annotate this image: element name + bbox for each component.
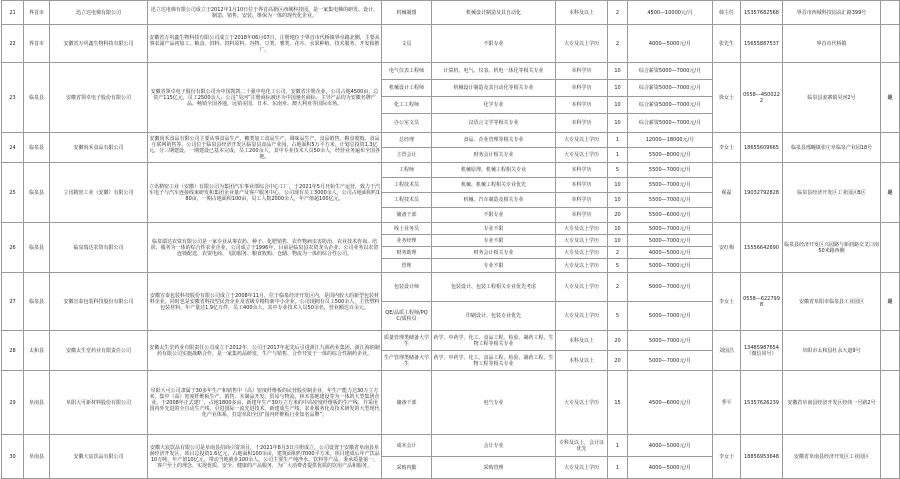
headcount-cell: 10 bbox=[608, 114, 628, 133]
job-title-cell: 工程技术员 bbox=[382, 178, 432, 193]
job-title-cell: 机械制图 bbox=[382, 1, 432, 25]
salary-cell: 5500—7000元/月 bbox=[628, 163, 713, 178]
county-cell: 太和县 bbox=[24, 331, 50, 371]
contact-person-cell: 张先生 bbox=[713, 25, 741, 63]
contact-person-cell: 翟磊 bbox=[713, 163, 741, 223]
salary-cell: 12000—18000元/月 bbox=[628, 133, 713, 148]
remark-cell: 是 bbox=[881, 163, 900, 223]
county-cell: 临泉县 bbox=[24, 273, 50, 331]
row-number-cell: 22 bbox=[2, 25, 24, 63]
phone-cell: 0558—4500222 bbox=[741, 63, 783, 133]
headcount-cell: 10 bbox=[608, 63, 628, 80]
table-row bbox=[2, 163, 900, 178]
remark-cell bbox=[881, 133, 900, 163]
remark-cell bbox=[881, 331, 900, 371]
headcount-cell: 10 bbox=[608, 178, 628, 193]
company-name-cell: 安徽尚禾食品有限公司 bbox=[50, 133, 148, 163]
major-requirement-cell: 机械原理、机械工程相关专业 bbox=[432, 163, 556, 178]
recruitment-table bbox=[1, 0, 900, 479]
salary-cell: 5000—7000元/月 bbox=[628, 235, 713, 247]
phone-cell: 15655887537 bbox=[741, 25, 783, 63]
remark-cell bbox=[881, 25, 900, 63]
company-name-cell: 安徽宣泰包装科技股份有限公司 bbox=[50, 273, 148, 331]
education-cell: 大专及以上学历 bbox=[556, 457, 608, 479]
major-requirement-cell: 机械设计制造及其自动化等相关专业 bbox=[432, 80, 556, 97]
education-cell: 专科及以上，会计证优先 bbox=[556, 435, 608, 457]
major-requirement-cell: 机械设计制造及其自动化 bbox=[432, 1, 556, 25]
job-title-cell: 总经理 bbox=[382, 133, 432, 148]
phone-cell: 18655609665 bbox=[741, 133, 783, 163]
row-number-cell: 27 bbox=[2, 273, 24, 331]
table-row bbox=[2, 371, 900, 435]
table-row bbox=[2, 435, 900, 457]
education-cell: 本科学历 bbox=[556, 208, 608, 223]
company-intro-cell: 迅立达电梯有限公司成立于2012年1月10日位于界首高新区西城科技园，是一家集电梯的研发、设计、制造、销售、安装、维保为一体的现代化企业。 bbox=[148, 1, 382, 25]
headcount-cell: 20 bbox=[608, 208, 628, 223]
salary-cell: 4000—5000元/月 bbox=[628, 435, 713, 457]
row-number-cell: 21 bbox=[2, 1, 24, 25]
major-requirement-cell: 专业不限 bbox=[432, 259, 556, 273]
address-cell: 界首市西城科技园高汇路399号 bbox=[783, 1, 881, 25]
salary-cell: 4000—5000元/月 bbox=[628, 247, 713, 259]
salary-cell: 4000—5000元/月 bbox=[628, 457, 713, 479]
company-intro-cell: 阜阳大可公司隶属于30多年生产和销售中（高）密度纤维板的民营股份制企业，年生产能力达30万立方米，集中（高）密度纤维板生产、销售、木制品开发、贸易与物流、林木基地建设等为一体的大型集团企业。于2008年正式建厂，占地1800多亩，新建年生产30万立方米的中高密度纤维板的生产线、并采用国内外先进的全自动生产线，引进国际一流先进技术，新建成生产线、农业服务化及技术研发的大型现代化产业体系，打造阜阳全国“国内纤维板行业知名品牌”。 bbox=[148, 371, 382, 435]
major-requirement-cell: 财务会计相关专业 bbox=[432, 247, 556, 259]
education-cell: 本科学历 bbox=[556, 163, 608, 178]
job-title-cell: 机械设计工程师 bbox=[382, 80, 432, 97]
address-cell: 安徽省阜南县经济开发区经纬一号路2号 bbox=[783, 371, 881, 435]
county-cell: 阜南县 bbox=[24, 435, 50, 479]
company-name-cell: 安徽太生堂药业有限责任公司 bbox=[50, 331, 148, 371]
education-cell: 本科及以上 bbox=[556, 1, 608, 25]
remark-cell: 是 bbox=[881, 63, 900, 133]
major-requirement-cell: 专业不限 bbox=[432, 223, 556, 235]
row-number-cell: 30 bbox=[2, 435, 24, 479]
salary-cell: 4500—6000元/月 bbox=[628, 371, 713, 435]
education-cell: 大专及以上学历 bbox=[556, 148, 608, 163]
company-intro-cell: 安徽省领卓电子股份有限公司为中国凯凯二十强中电化工公司，安徽省注册企业。公司占地4500亩，总资产115亿元，员工2500余人。公司“昊河”注册商标被评为中国驰名商标，主导产品均为安徽名牌产品、畅销全国各地，远销美国、日本、东南亚、澳大利亚等国际市场。 bbox=[148, 63, 382, 133]
headcount-cell: 10 bbox=[608, 235, 628, 247]
salary-cell: 5000—7000元/月 bbox=[628, 259, 713, 273]
major-requirement-cell: 食品、企业管理等相关专业 bbox=[432, 133, 556, 148]
salary-cell: 综合薪资5000—7000元/月 bbox=[628, 63, 713, 80]
major-requirement-cell: 电气专业 bbox=[432, 371, 556, 435]
education-cell: 大专及以上学历 bbox=[556, 223, 608, 235]
salary-cell: 5500—8000元/月 bbox=[628, 148, 713, 163]
contact-person-cell: 李女士 bbox=[713, 133, 741, 163]
job-title-cell: 文员 bbox=[382, 25, 432, 63]
table-row bbox=[2, 273, 900, 302]
remark-cell: 是 bbox=[881, 273, 900, 331]
address-cell: 临泉县邢疃镇张庄阜临泉产业园18号 bbox=[783, 133, 881, 163]
headcount-cell: 2 bbox=[608, 25, 628, 63]
county-cell: 临泉县 bbox=[24, 163, 50, 223]
table-row bbox=[2, 331, 900, 351]
headcount-cell: 2 bbox=[608, 273, 628, 302]
job-title-cell: 管理 bbox=[382, 259, 432, 273]
headcount-cell: 15 bbox=[608, 371, 628, 435]
major-requirement-cell: 财务会计相关专业 bbox=[432, 148, 556, 163]
address-cell: 临泉县经济开发区工业园区B区 bbox=[783, 163, 881, 223]
headcount-cell: 5 bbox=[608, 259, 628, 273]
job-title-cell: 办公室文员 bbox=[382, 114, 432, 133]
education-cell: 大专及以上学历 bbox=[556, 273, 608, 302]
company-intro-cell: 安徽太生堂药业有限责任公司成立于2012年，公司于2017年起先后引进浙江九源药业集团、浙江海润制药有限公司实施战略合作，是一家集药品研发、生产与销售、合作开发于一体的综合性制药企业。 bbox=[148, 331, 382, 371]
job-title-cell: 储备干部 bbox=[382, 208, 432, 223]
education-cell: 本科学历 bbox=[556, 97, 608, 114]
county-cell: 阜南县 bbox=[24, 371, 50, 435]
phone-cell: 15357626239 bbox=[741, 371, 783, 435]
address-cell: 安徽省阜南县经济开发区工业园区 bbox=[783, 435, 881, 479]
education-cell: 大专及以上学历 bbox=[556, 259, 608, 273]
job-title-cell: QE/品质工程师/PQC/质检员 bbox=[382, 302, 432, 331]
headcount-cell: 5 bbox=[608, 302, 628, 331]
education-cell: 本科学历 bbox=[556, 178, 608, 193]
education-cell: 大专及以上学历 bbox=[556, 25, 608, 63]
address-cell: 阜阳市太和县杜永大道9号 bbox=[783, 331, 881, 371]
table-row bbox=[2, 133, 900, 148]
company-name-cell: 立讯精密工业（安徽）有限公司 bbox=[50, 163, 148, 223]
salary-cell: 综合薪资5000—7000元/月 bbox=[628, 114, 713, 133]
job-title-cell: 业务经理 bbox=[382, 235, 432, 247]
headcount-cell: 10 bbox=[608, 80, 628, 97]
salary-cell: 综合薪资5000—7000元/月 bbox=[628, 97, 713, 114]
education-cell: 大专及以上学历 bbox=[556, 371, 608, 435]
headcount-cell: 10 bbox=[608, 97, 628, 114]
headcount-cell: 10 bbox=[608, 193, 628, 208]
major-requirement-cell: 专业不限 bbox=[432, 235, 556, 247]
county-cell: 临泉县 bbox=[24, 223, 50, 273]
education-cell: 本科学历 bbox=[556, 193, 608, 208]
major-requirement-cell: 汉语言文学等相关专业 bbox=[432, 114, 556, 133]
table-row bbox=[2, 25, 900, 63]
education-cell: 本科学历 bbox=[556, 80, 608, 97]
salary-cell: 5500—6000元/月 bbox=[628, 208, 713, 223]
company-intro-cell: 安徽省万巩鑫生物科技有限公司成立于2018年06月07日，注册地位于界首市代桥镇界阜路北侧，主要从事农副产品初加工、粮食、饲料、饲料原料、谷物、豆类、薯类、花卉、水果种植、技术服务、开发和推广。 bbox=[148, 25, 382, 63]
salary-cell: 5000—7000元/月 bbox=[628, 302, 713, 331]
company-intro-cell: 立讯精密工业（安徽）有限公司为集团汽车事业部综合中心工厂，于2021年5月开始生产运营，致力于汽车电子与汽车连接线束研发和集团企业量产及客户服务中心，公司现有员工3000余人，公司占地面积约180亩，一期占地面积100亩，员工人数2000余人，年产值超100亿元。 bbox=[148, 163, 382, 223]
row-number-cell: 29 bbox=[2, 371, 24, 435]
salary-cell: 5000—7000元/月 bbox=[628, 331, 713, 351]
education-cell: 大专及以上学历 bbox=[556, 235, 608, 247]
education-cell: 本科及以上 bbox=[556, 331, 608, 351]
job-title-cell: 生产管理类储备大学生 bbox=[382, 351, 432, 371]
company-name-cell: 迅立达电梯有限公司 bbox=[50, 1, 148, 25]
address-cell: 临泉县姜寨镇昊河2号 bbox=[783, 63, 881, 133]
table-row bbox=[2, 223, 900, 235]
major-requirement-cell: 不限专业 bbox=[432, 208, 556, 223]
job-title-cell: 质量管理类储备大学生 bbox=[382, 331, 432, 351]
salary-cell: 5000—7000元/月 bbox=[628, 273, 713, 302]
job-title-cell: 线上业务员 bbox=[382, 223, 432, 235]
salary-cell: 4500—10000元/月 bbox=[628, 1, 713, 25]
phone-cell: 15556642690 bbox=[741, 223, 783, 273]
address-cell: 临泉县经济开发区兴园路与新润路交叉口南50米路西侧 bbox=[783, 223, 881, 273]
salary-cell: 5500—7000元/月 bbox=[628, 193, 713, 208]
row-number-cell: 26 bbox=[2, 223, 24, 273]
major-requirement-cell: 机械、机械工程相关专业优先 bbox=[432, 178, 556, 193]
job-title-cell: 工程技术员 bbox=[382, 193, 432, 208]
company-intro-cell: 临泉瑞达农资有限公司是一家专业从事农药、种子、化肥销售、农作物病虫害防治、农业技术咨询、培训、服务为一体的综合性农业企业，公司成立于1996年，目前是临泉县农资龙头企业、公司业务以农资连锁配送、农资电商、飞防服务、粮食收购、仓储、物流为一体的综合性公司。 bbox=[148, 223, 382, 273]
education-cell: 大专及以上学历 bbox=[556, 247, 608, 259]
salary-cell: 综合薪资5000—7000元/月 bbox=[628, 80, 713, 97]
job-title-cell: 化工工程师 bbox=[382, 97, 432, 114]
address-cell: 安徽省阜阳市临泉县工业园区 bbox=[783, 273, 881, 331]
row-number-cell: 23 bbox=[2, 63, 24, 133]
remark-cell bbox=[881, 371, 900, 435]
headcount-cell: 2 bbox=[608, 1, 628, 25]
phone-cell: 15357682568 bbox=[741, 1, 783, 25]
phone-cell: 19032792828 bbox=[741, 163, 783, 223]
remark-cell bbox=[881, 223, 900, 273]
company-name-cell: 安徽省万巩鑫生物科技有限公司 bbox=[50, 25, 148, 63]
major-requirement-cell: 药学、中药学、化工、食品工程、检验、制药工程、生物工程等相关专业 bbox=[432, 351, 556, 371]
contact-person-cell: 徐女士 bbox=[713, 63, 741, 133]
remark-cell bbox=[881, 1, 900, 25]
contact-person-cell: 李女士 bbox=[713, 435, 741, 479]
salary-cell: 5500—7000元/月 bbox=[628, 178, 713, 193]
remark-cell bbox=[881, 435, 900, 479]
salary-cell: 5000—7000元/月 bbox=[628, 223, 713, 235]
contact-person-cell: 李女士 bbox=[713, 273, 741, 331]
table-row bbox=[2, 1, 900, 25]
county-cell: 界首市 bbox=[24, 1, 50, 25]
major-requirement-cell: 化学专业 bbox=[432, 97, 556, 114]
company-name-cell: 临泉瑞达农资有限公司 bbox=[50, 223, 148, 273]
company-name-cell: 阜阳大可新材料股份有限公司 bbox=[50, 371, 148, 435]
job-title-cell: 财务助理 bbox=[382, 247, 432, 259]
company-name-cell: 安徽大宸饮品有限公司 bbox=[50, 435, 148, 479]
headcount-cell: 5 bbox=[608, 163, 628, 178]
education-cell: 本科学历 bbox=[556, 63, 608, 80]
headcount-cell: 1 bbox=[608, 435, 628, 457]
job-title-cell: 工程师 bbox=[382, 163, 432, 178]
county-cell: 界首市 bbox=[24, 25, 50, 63]
address-cell: 界首市代桥镇 bbox=[783, 25, 881, 63]
contact-person-cell: 刘国昌 bbox=[713, 331, 741, 371]
major-requirement-cell: 包装设计、包装工程相关专业优先考虑 bbox=[432, 273, 556, 302]
major-requirement-cell: 计算机、电气、仪表、机电一体化等相关专业 bbox=[432, 63, 556, 80]
headcount-cell: 1 bbox=[608, 148, 628, 163]
phone-cell: 13485987654（微信同号） bbox=[741, 331, 783, 371]
company-intro-cell: 安徽尚禾食品有限公司主要从事食品生产、糖类加工食品生产、调味品生产、食品销售、粮食收购、食品互联网销售等。公司位于临泉县经济开发区临泉县食品产业园，占地面积5万平方米，计划总投资1.3亿元，分三期建设，一期建设已基本完成，员工200余人，其中专业技术人员50余人，经营业务遍布全国各地。 bbox=[148, 133, 382, 163]
county-cell: 临泉县 bbox=[24, 63, 50, 133]
job-title-cell: 成本会计 bbox=[382, 435, 432, 457]
major-requirement-cell: 印刷设计、包装专业优先 bbox=[432, 302, 556, 331]
major-requirement-cell: 药学、中药学、化工、食品工程、检验、制药工程、生物工程等相关专业 bbox=[432, 331, 556, 351]
contact-person-cell: 安红梅 bbox=[713, 223, 741, 273]
job-title-cell: 包装设计师 bbox=[382, 273, 432, 302]
row-number-cell: 28 bbox=[2, 331, 24, 371]
salary-cell: 5000—7000元/月 bbox=[628, 351, 713, 371]
headcount-cell: 20 bbox=[608, 351, 628, 371]
job-title-cell: 采购内勤 bbox=[382, 457, 432, 479]
education-cell: 大专及以上学历 bbox=[556, 302, 608, 331]
phone-cell: 0558—6227998 bbox=[741, 273, 783, 331]
major-requirement-cell: 会计专业 bbox=[432, 435, 556, 457]
headcount-cell: 1 bbox=[608, 133, 628, 148]
row-number-cell: 24 bbox=[2, 133, 24, 163]
headcount-cell: 20 bbox=[608, 331, 628, 351]
headcount-cell: 2 bbox=[608, 247, 628, 259]
headcount-cell: 1 bbox=[608, 457, 628, 479]
company-name-cell: 安徽省领卓电子股份有限公司 bbox=[50, 63, 148, 133]
education-cell: 大专及以上学历 bbox=[556, 133, 608, 148]
table-row bbox=[2, 63, 900, 80]
education-cell: 本科及以上 bbox=[556, 351, 608, 371]
job-title-cell: 电气仪表工程师 bbox=[382, 63, 432, 80]
headcount-cell: 10 bbox=[608, 223, 628, 235]
major-requirement-cell: 不限专业 bbox=[432, 25, 556, 63]
company-intro-cell: 安徽大宸饮品有限公司是阜南县招商引资项目，于2021年8月3日注册成立，公司设置于安徽省阜南县阜南经济开发区。项目总投资1.6亿元，占地面积100余亩，建筑面积约7000平方米。项目建成后年产饮品10万吨，年产值10亿元，带动当地就业100余人。公司主要生产纯净水、饮料等产品，秉承质量第一、客户至上的理念，实现优质、安全、健康的产品服务，为广大消费者提供优质的饮用产品和服务。 bbox=[148, 435, 382, 479]
job-title-cell: 主管会计 bbox=[382, 148, 432, 163]
contact-person-cell: 季平 bbox=[713, 371, 741, 435]
major-requirement-cell: 采购管理 bbox=[432, 457, 556, 479]
county-cell: 临泉县 bbox=[24, 133, 50, 163]
education-cell: 本科学历 bbox=[556, 114, 608, 133]
row-number-cell: 25 bbox=[2, 163, 24, 223]
company-intro-cell: 安徽宣泰包装科技股份有限公司成立于2008年11月，位于临泉经济开发区内，是国内较大的新型包装材料企业，同时也是安徽省科技型民营企业及省级专精特新中小企业。公司现拥有员工500余人，主营塑料包装材料，年产量达1.9亿万件，员工400余人，其中专业技术人员50余名，营业额达百余元。 bbox=[148, 273, 382, 331]
contact-person-cell: 韩主任 bbox=[713, 1, 741, 25]
phone-cell: 18856953648 bbox=[741, 435, 783, 479]
salary-cell: 4000—5000元/月 bbox=[628, 25, 713, 63]
major-requirement-cell: 机械、汽车制造及相关专业 bbox=[432, 193, 556, 208]
job-title-cell: 储备干部 bbox=[382, 371, 432, 435]
